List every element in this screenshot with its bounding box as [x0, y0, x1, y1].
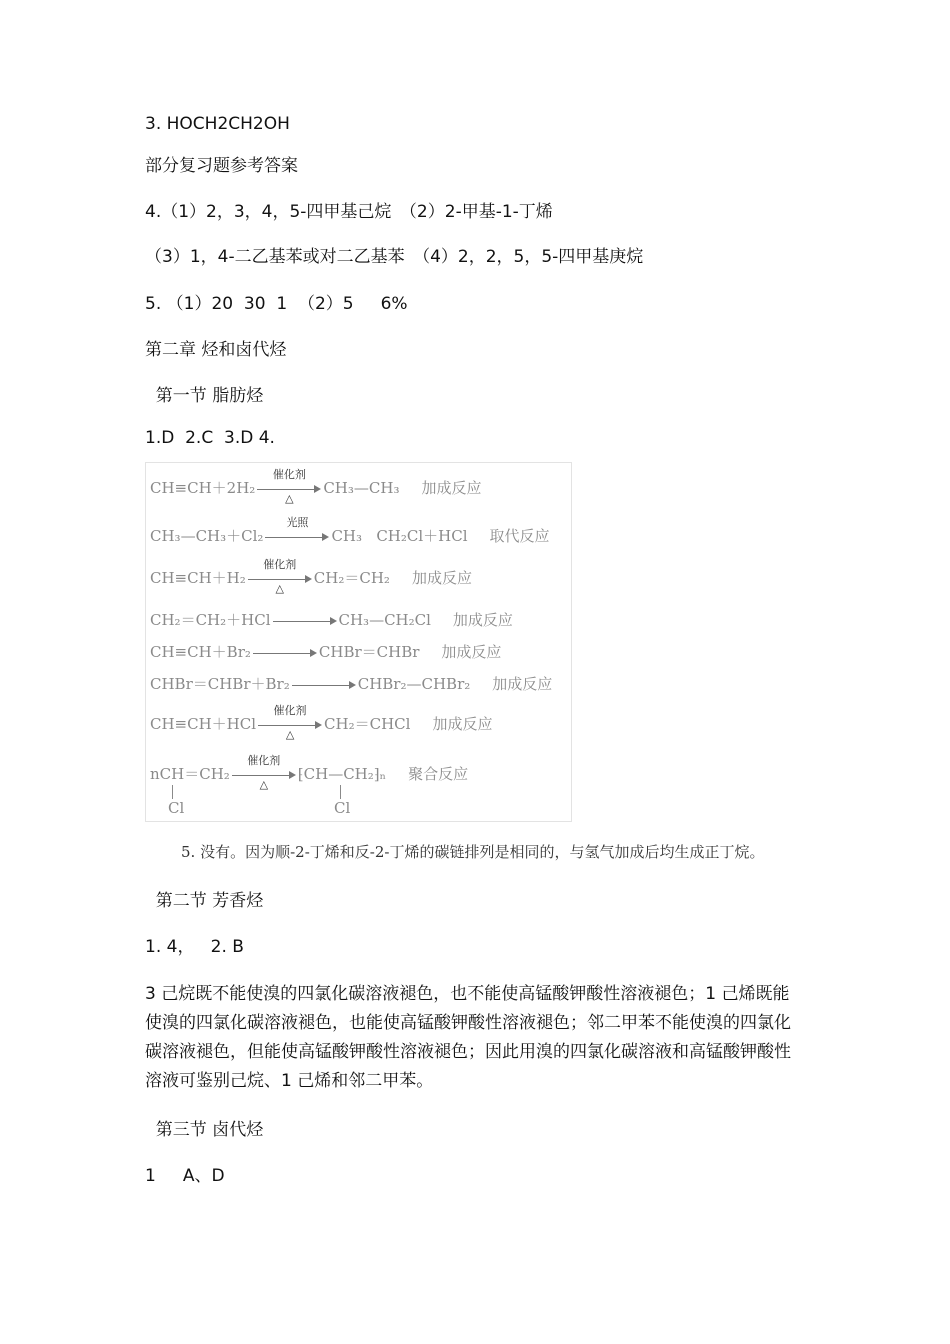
reaction-row: [150, 754, 469, 791]
answer-line-4-1: 4.（1）2，3，4，5-四甲基己烷 （2）2-甲基-1-丁烯: [145, 202, 553, 222]
reaction-products: CH₂＝CH₂: [313, 569, 390, 587]
reaction-arrow-icon: [253, 646, 317, 660]
answer-line-4-3: （3）1，4-二乙基苯或对二乙基苯 （4）2，2，5，5-四甲基庚烷: [145, 247, 644, 267]
reaction-products: CH₃ CH₂Cl＋HCl: [331, 527, 468, 545]
reaction-products: ⁅CH—CH₂⁆ₙ: [297, 765, 387, 783]
reaction-products: CH₃—CH₂Cl: [338, 611, 431, 629]
reaction-row: [150, 609, 513, 630]
polymer-cl-right: Cl: [334, 799, 351, 817]
reaction-reactants: CH₃—CH₃＋Cl₂: [150, 527, 264, 545]
reaction-arrow-icon: [273, 614, 337, 628]
chapter-title: 第二章 烃和卤代烃: [145, 340, 287, 360]
reaction-products: CH₃—CH₃: [323, 479, 400, 497]
section-2-title: 第二节 芳香烃: [145, 891, 264, 911]
reaction-condition: 催化剂: [273, 704, 307, 717]
reaction-arrow-icon: [232, 754, 296, 791]
answer-line-5: 5. （1）20 30 1 （2）5 6%: [145, 294, 408, 314]
reaction-condition: 光照: [286, 516, 309, 529]
reaction-reactants: CH₂＝CH₂＋HCl: [150, 611, 271, 629]
review-answers-heading: 部分复习题参考答案: [145, 156, 298, 176]
reaction-reactants: nCH＝CH₂: [150, 765, 230, 783]
reaction-type: 加成反应: [452, 611, 513, 629]
reaction-row: [150, 468, 482, 505]
reaction-arrow-icon: [292, 678, 356, 692]
answer-note-5: 5. 没有。因为顺-2-丁烯和反-2-丁烯的碳链排列是相同的，与氢气加成后均生成正丁烷。: [181, 843, 765, 861]
reaction-arrow-icon: [258, 704, 322, 741]
section-2-answers: 1. 4， 2. B: [145, 937, 244, 957]
reaction-condition: 催化剂: [263, 558, 297, 571]
section-3-answer-1: 1 A、D: [145, 1166, 225, 1186]
reaction-row: [150, 673, 552, 694]
reaction-arrow-icon: [265, 516, 329, 544]
reaction-type: 取代反应: [489, 527, 550, 545]
reaction-row: [150, 704, 493, 741]
reaction-type: 聚合反应: [408, 765, 469, 783]
reaction-heat-symbol: △: [275, 582, 285, 595]
reaction-row: [150, 516, 550, 546]
reaction-row: [150, 558, 472, 595]
reaction-reactants: CHBr＝CHBr＋Br₂: [150, 675, 290, 693]
reaction-type: 加成反应: [492, 675, 553, 693]
reaction-heat-symbol: △: [285, 728, 295, 741]
reaction-reactants: CH≡CH＋H₂: [150, 569, 246, 587]
reaction-arrow-icon: [257, 468, 321, 505]
reaction-heat-symbol: △: [285, 492, 294, 505]
reaction-type: 加成反应: [441, 643, 502, 661]
section-3-title: 第三节 卤代烃: [145, 1120, 264, 1140]
reaction-type: 加成反应: [421, 479, 482, 497]
reaction-condition: 催化剂: [272, 468, 306, 481]
reaction-row: [150, 641, 501, 662]
reaction-condition: 催化剂: [247, 754, 281, 767]
reaction-type: 加成反应: [432, 715, 493, 733]
answer-line-3: 3. HOCH2CH2OH: [145, 114, 290, 134]
reaction-heat-symbol: △: [259, 778, 269, 791]
section-2-q3: 3 己烷既不能使溴的四氯化碳溶液褪色，也不能使高锰酸钾酸性溶液褪色；1 己烯既能使溴的四氯化碳溶液褪色，也能使高锰酸钾酸性溶液褪色；邻二甲苯不能使溴的四氯化碳溶液褪色，但能使高锰酸钾酸性溶液褪色；因此用溴的四氯化碳溶液和高锰酸钾酸性溶液可鉴别己烷、1 己烯和邻二甲苯。: [145, 984, 791, 1091]
reaction-products: CH₂＝CHCl: [324, 715, 411, 733]
reaction-arrow-icon: [248, 558, 312, 595]
reaction-products: CHBr＝CHBr: [318, 643, 420, 661]
reaction-equations-figure: [145, 462, 572, 822]
polymer-cl-left: Cl: [168, 799, 185, 817]
reaction-reactants: CH≡CH＋HCl: [150, 715, 257, 733]
reaction-type: 加成反应: [411, 569, 472, 587]
section-1-title: 第一节 脂肪烃: [145, 386, 264, 406]
reaction-reactants: CH≡CH＋Br₂: [150, 643, 251, 661]
polymer-bond-right: [340, 785, 341, 799]
reaction-products: CHBr₂—CHBr₂: [357, 675, 471, 693]
polymer-bond-left: [172, 785, 173, 799]
reaction-reactants: CH≡CH＋2H₂: [150, 479, 256, 497]
section-1-answers: 1.D 2.C 3.D 4.: [145, 428, 275, 448]
